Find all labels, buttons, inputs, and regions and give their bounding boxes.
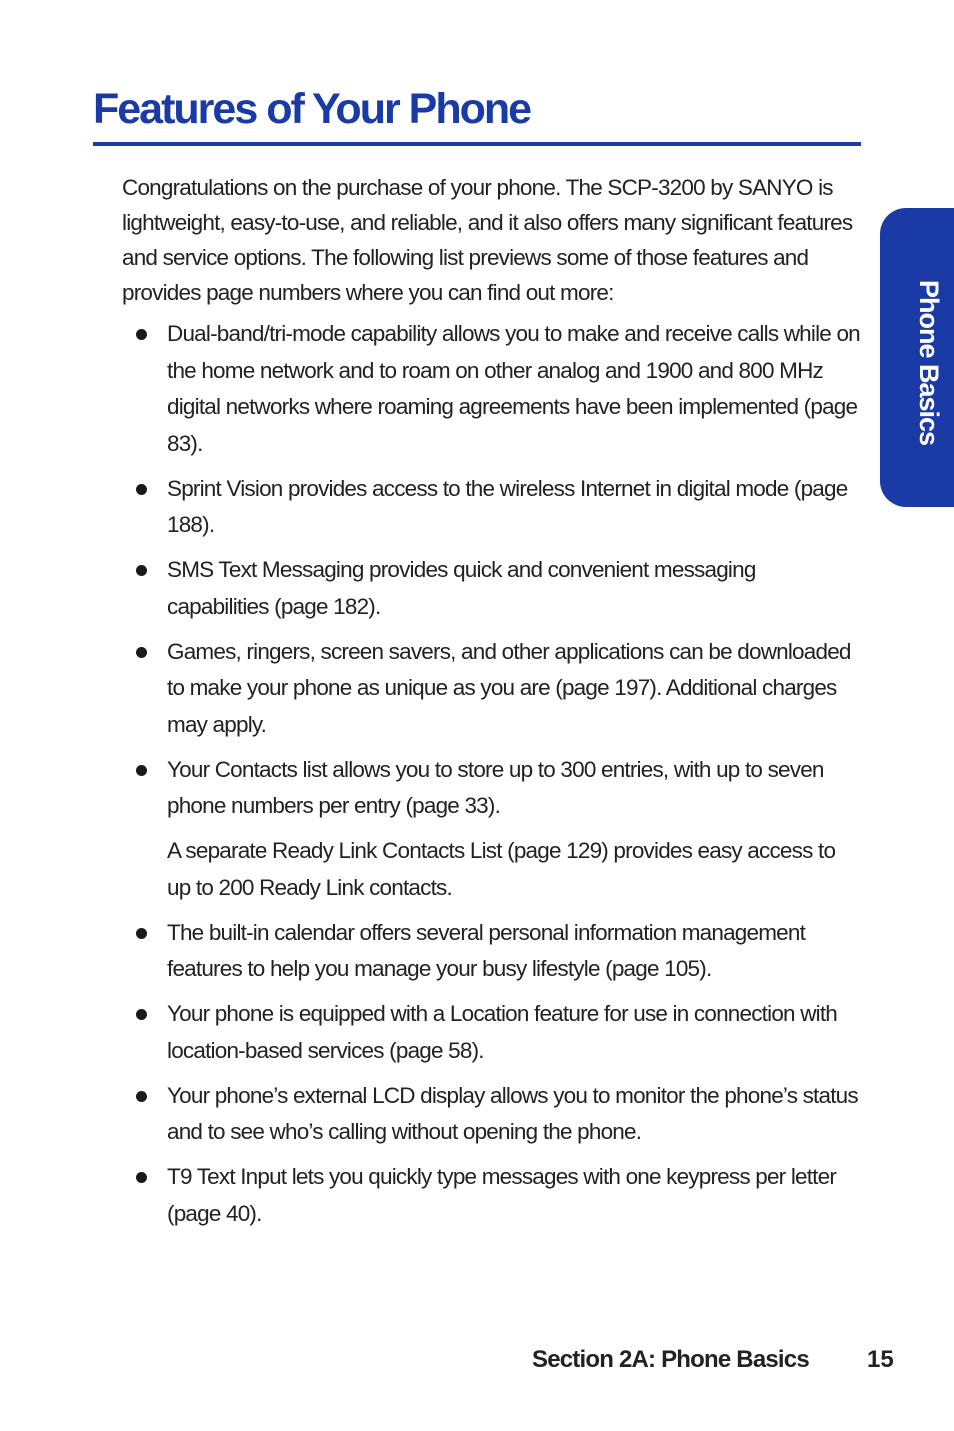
bullet-icon	[136, 484, 147, 495]
feature-item	[122, 915, 862, 988]
section-tab-label: Phone Basics	[914, 280, 944, 446]
feature-item	[122, 471, 862, 544]
feature-item	[122, 316, 862, 462]
feature-text: Your phone’s external LCD display allows you to monitor the phone’s status and to see who’s calling without opening the phone.	[167, 1082, 858, 1144]
feature-text: Dual-band/tri-mode capability allows you to make and receive calls while on the home network and to roam on other analog and 1900 and 800 MHz digital networks where roaming agreements have been implemented (page 83).	[167, 321, 860, 456]
bullet-icon	[136, 1172, 147, 1183]
feature-item	[122, 752, 862, 825]
feature-item	[122, 1078, 862, 1151]
page-content	[122, 170, 862, 1241]
bullet-icon	[136, 1009, 147, 1020]
bullet-icon	[136, 928, 147, 939]
bullet-icon	[136, 329, 147, 340]
bullet-icon	[136, 1091, 147, 1102]
page-number: 15	[867, 1346, 894, 1373]
bullet-icon	[136, 765, 147, 776]
feature-text: T9 Text Input lets you quickly type messages with one keypress per letter (page 40).	[167, 1164, 837, 1226]
feature-item	[122, 634, 862, 744]
feature-list	[122, 316, 862, 1232]
feature-item	[122, 1159, 862, 1232]
page-title: Features of Your Phone	[93, 85, 531, 133]
footer-section-title: Section 2A: Phone Basics	[532, 1346, 809, 1373]
feature-text: SMS Text Messaging provides quick and convenient messaging capabilities (page 182).	[167, 557, 756, 619]
intro-paragraph: Congratulations on the purchase of your phone. The SCP-3200 by SANYO is lightweight, easy-to-use, and reliable, and it also offers many significant features and service options. The following list previews some of those features and provides page numbers where you can find out more:	[122, 175, 853, 305]
feature-text: Games, ringers, screen savers, and other applications can be downloaded to make your phone as unique as you are (page 197). Additional charges may apply.	[167, 638, 851, 737]
title-rule	[93, 142, 861, 146]
feature-text: Sprint Vision provides access to the wireless Internet in digital mode (page 188).	[167, 475, 848, 537]
bullet-icon	[136, 647, 147, 658]
feature-item	[122, 552, 862, 625]
feature-item	[122, 996, 862, 1069]
feature-note: A separate Ready Link Contacts List (page 129) provides easy access to up to 200 Ready Link contacts.	[167, 838, 836, 900]
feature-text: Your Contacts list allows you to store up to 300 entries, with up to seven phone numbers per entry (page 33).	[167, 756, 824, 818]
feature-text: The built-in calendar offers several personal information management features to help you manage your busy lifestyle (page 105).	[167, 919, 806, 981]
feature-text: Your phone is equipped with a Location feature for use in connection with location-based services (page 58).	[167, 1001, 838, 1063]
bullet-icon	[136, 565, 147, 576]
